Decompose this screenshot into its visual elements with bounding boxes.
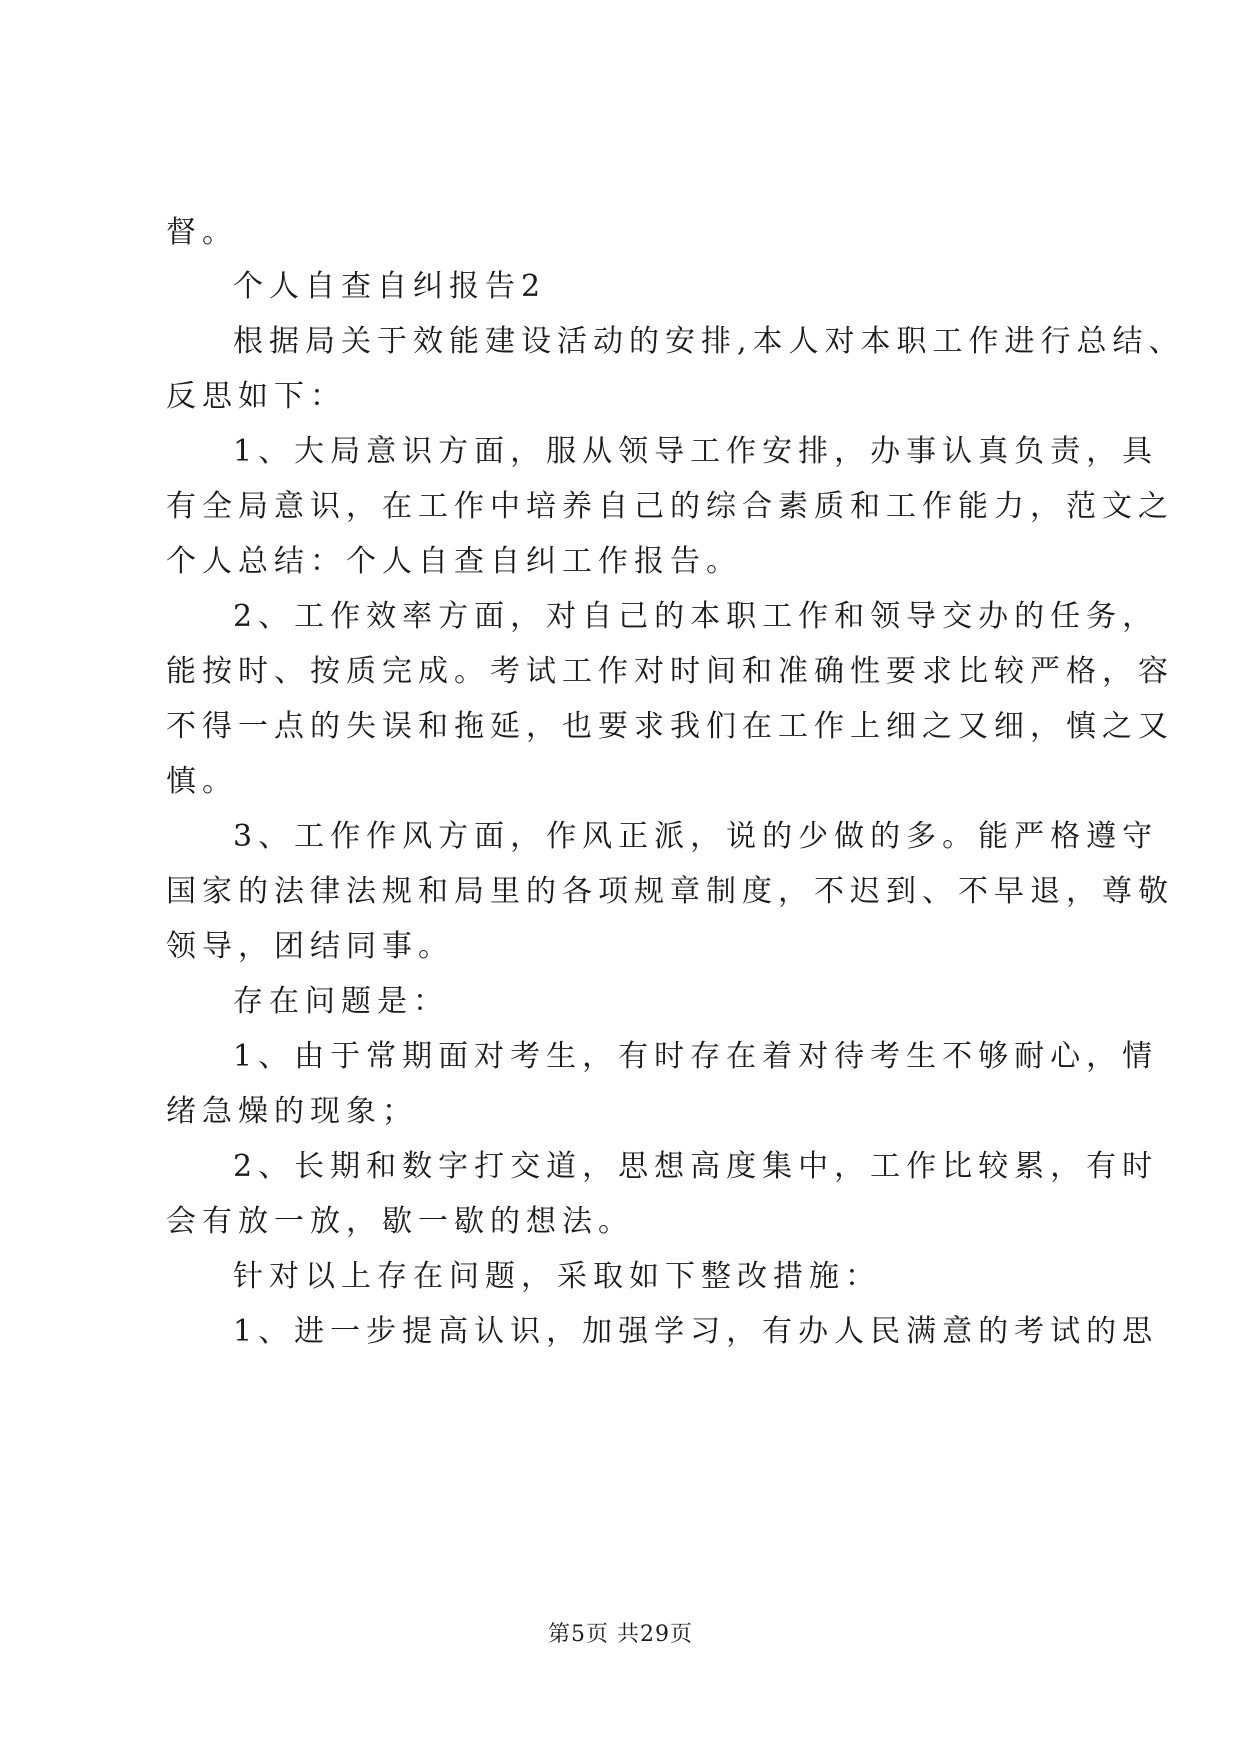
section-title: 个人自查自纠报告2 [233, 269, 547, 304]
text-line: 1、进一步提高认识，加强学习，有办人民满意的考试的思 [233, 1314, 1159, 1349]
text-line: 督。 [166, 215, 238, 250]
text-line: 针对以上存在问题，采取如下整改措施： [233, 1259, 881, 1294]
text-line: 不得一点的失误和拖延，也要求我们在工作上细之又细，慎之又 [166, 709, 1174, 744]
text-line: 根据局关于效能建设活动的安排,本人对本职工作进行总结、 [233, 324, 1185, 359]
text-line: 反思如下： [166, 379, 346, 414]
text-line: 1、大局意识方面，服从领导工作安排，办事认真负责，具 [233, 434, 1159, 469]
text-line: 绪急燥的现象； [166, 1094, 418, 1129]
text-line: 存在问题是： [233, 984, 449, 1019]
page-footer: 第5页 共29页 [548, 1622, 693, 1647]
text-line: 领导，团结同事。 [166, 929, 454, 964]
text-line: 国家的法律法规和局里的各项规章制度，不迟到、不早退，尊敬 [166, 874, 1174, 909]
text-line: 会有放一放，歇一歇的想法。 [166, 1204, 634, 1239]
text-line: 1、由于常期面对考生，有时存在着对待考生不够耐心，情 [233, 1039, 1159, 1074]
text-line: 3、工作作风方面，作风正派，说的少做的多。能严格遵守 [233, 819, 1159, 854]
text-line: 有全局意识，在工作中培养自己的综合素质和工作能力，范文之 [166, 489, 1174, 524]
text-line: 慎。 [166, 764, 238, 799]
text-line: 2、工作效率方面，对自己的本职工作和领导交办的任务， [233, 599, 1159, 634]
text-line: 2、长期和数字打交道，思想高度集中，工作比较累，有时 [233, 1149, 1159, 1184]
text-line: 能按时、按质完成。考试工作对时间和准确性要求比较严格，容 [166, 654, 1174, 689]
text-line: 个人总结：个人自查自纠工作报告。 [166, 544, 742, 579]
